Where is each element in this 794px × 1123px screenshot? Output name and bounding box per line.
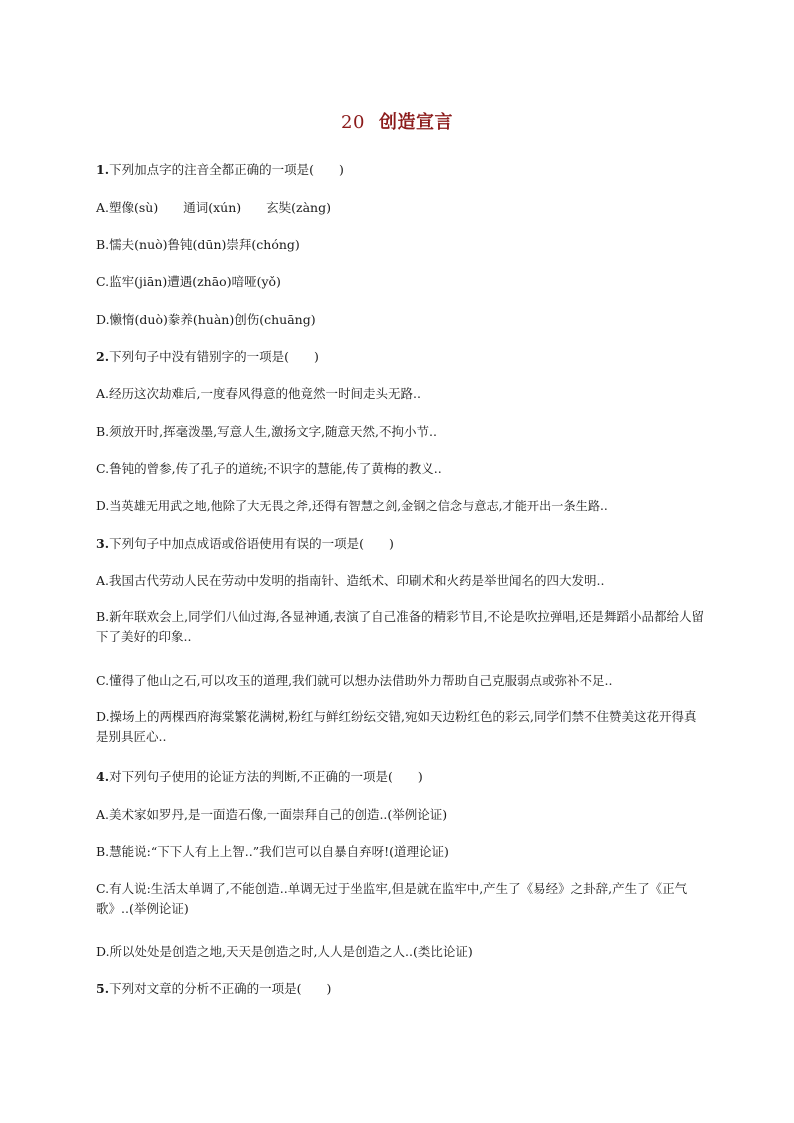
question-1-option-d: D.懒惰(duò)豢养(huàn)创伤(chuāng) bbox=[96, 312, 316, 327]
question-4-stem: 4.对下列句子使用的论证方法的判断,不正确的一项是( ) bbox=[96, 769, 423, 784]
page-title bbox=[0, 108, 794, 134]
question-2-stem: 2.下列句子中没有错别字的一项是( ) bbox=[96, 349, 319, 364]
question-number: 3. bbox=[96, 536, 110, 551]
question-4-option-d: D.所以处处是创造之地,天天是创造之时,人人是创造之人..(类比论证) bbox=[96, 944, 473, 959]
question-5-stem: 5.下列对文章的分析不正确的一项是( ) bbox=[96, 981, 332, 996]
question-2-option-b: B.须放开时,挥毫泼墨,写意人生,激扬文字,随意天然,不拘小节.. bbox=[96, 424, 437, 439]
question-4-option-c: C.有人说:生活太单调了,不能创造..单调无过于坐监牢,但是就在监牢中,产生了《易经》之卦辞,产生了《正气歌》..(举例论证) bbox=[96, 881, 688, 916]
question-3-option-a: A.我国古代劳动人民在劳动中发明的指南针、造纸术、印刷术和火药是举世闻名的四大发明.. bbox=[96, 573, 605, 588]
lesson-number: 20 bbox=[341, 112, 365, 133]
question-1-stem: 1.下列加点字的注音全都正确的一项是( ) bbox=[96, 162, 344, 177]
question-3-option-c: C.懂得了他山之石,可以攻玉的道理,我们就可以想办法借助外力帮助自己克服弱点或弥补不足.. bbox=[96, 673, 613, 688]
question-4-option-a: A.美术家如罗丹,是一面造石像,一面崇拜自己的创造..(举例论证) bbox=[96, 807, 448, 822]
question-2-option-a: A.经历这次劫难后,一度春风得意的他竟然一时间走头无路.. bbox=[96, 386, 421, 401]
question-3-stem: 3.下列句子中加点成语或俗语使用有误的一项是( ) bbox=[96, 536, 394, 551]
question-1-option-b: B.懦夫(nuò)鲁钝(dūn)崇拜(chóng) bbox=[96, 237, 300, 252]
question-3-option-d: D.操场上的两棵西府海棠繁花满树,粉红与鲜红纷纭交错,宛如天边粉红色的彩云,同学们禁不住赞美这花开得真是别具匠心.. bbox=[96, 709, 697, 744]
question-number: 4. bbox=[96, 769, 110, 784]
question-number: 1. bbox=[96, 162, 110, 177]
question-number: 2. bbox=[96, 349, 110, 364]
question-number: 5. bbox=[96, 981, 110, 996]
lesson-title: 创造宣言 bbox=[378, 112, 453, 133]
question-2-option-c: C.鲁钝的曾参,传了孔子的道统;不识字的慧能,传了黄梅的教义.. bbox=[96, 461, 442, 476]
question-3-option-b: B.新年联欢会上,同学们八仙过海,各显神通,表演了自己准备的精彩节目,不论是吹拉弹唱,还是舞蹈小品都给人留下了美好的印象.. bbox=[96, 609, 705, 644]
question-1-option-c: C.监牢(jiān)遭遇(zhāo)喑哑(yǒ) bbox=[96, 274, 281, 289]
question-1-option-a: A.塑像(sù) 通词(xún) 玄奘(zàng) bbox=[96, 200, 331, 215]
question-2-option-d: D.当英雄无用武之地,他除了大无畏之斧,还得有智慧之剑,金钢之信念与意志,才能开出一条生路.. bbox=[96, 499, 608, 513]
question-4-option-b: B.慧能说:“下下人有上上智..”我们岂可以自暴自弃呀!(道理论证) bbox=[96, 844, 449, 859]
